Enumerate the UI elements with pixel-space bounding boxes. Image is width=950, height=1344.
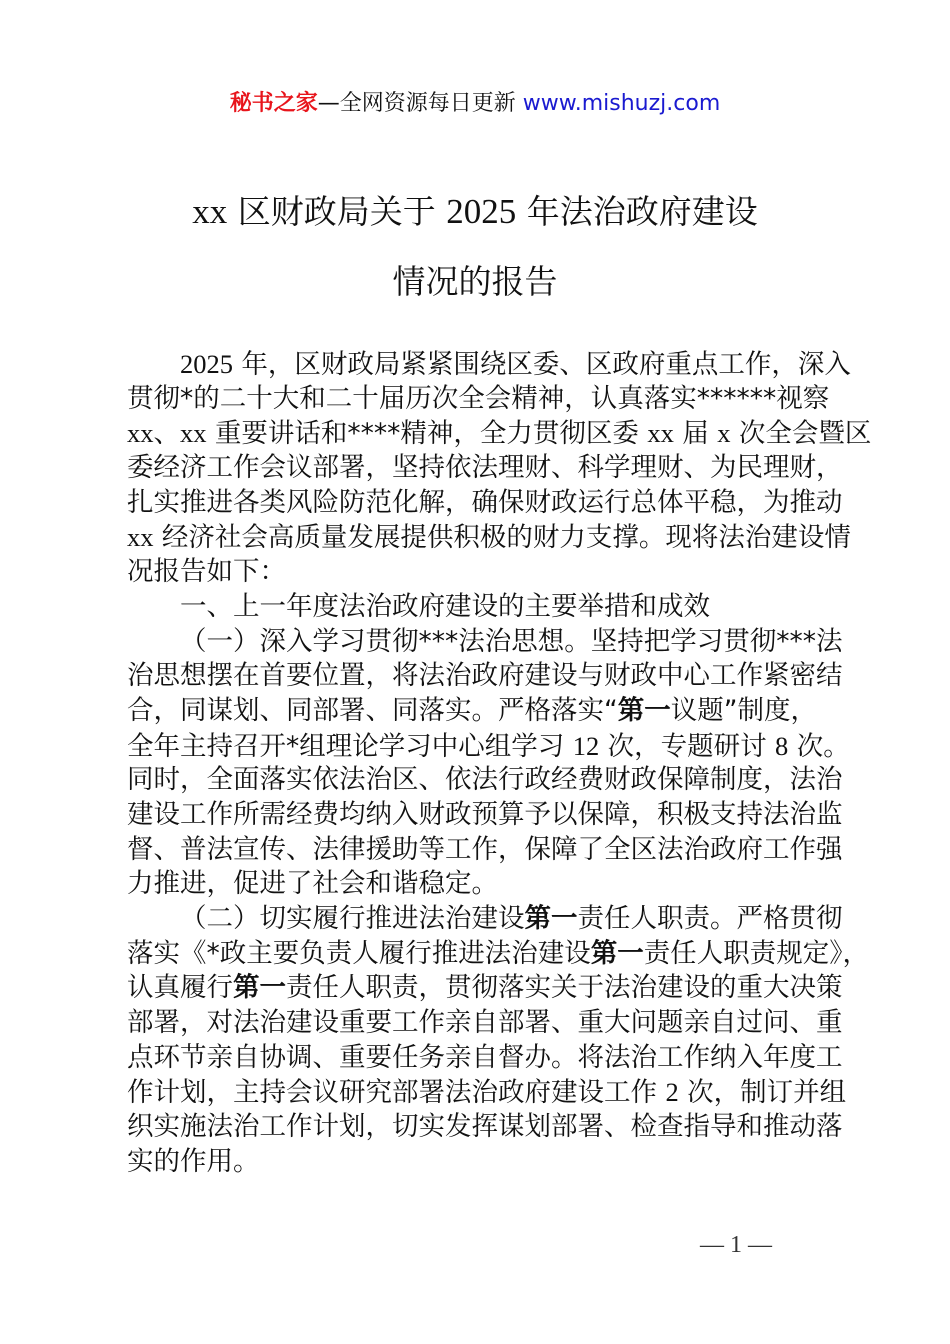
section-heading: 一、上一年度法治政府建设的主要举措和成效 — [180, 590, 710, 622]
text-line: xx、xx 重要讲话和****精神，全力贯彻区委 xx 届 x 次全会暨区 — [127, 418, 872, 450]
text-line: 合，同谋划、同部署、同落实。严格落实“第一议题”制度， — [127, 694, 817, 726]
text-line: 织实施法治工作计划，切实发挥谋划部署、检查指导和推动落 — [127, 1111, 843, 1143]
subsection-heading-line: （二）切实履行推进法治建设第一责任人职责。严格贯彻 — [180, 903, 843, 934]
document-title-line-2: 情况的报告 — [392, 262, 558, 301]
text-line: 同时，全面落实依法治区、依法行政经费财政保障制度，法治 — [127, 764, 843, 796]
text-line: 认真履行第一责任人职责，贯彻落实关于法治建设的重大决策 — [127, 972, 843, 1004]
document-body — [127, 347, 872, 1180]
text-line: 力推进，促进了社会和谐稳定。 — [127, 868, 498, 900]
text-line: 2025 年，区财政局紧紧围绕区委、区政府重点工作，深入 — [180, 349, 851, 380]
bold-emphasis: 第一 — [590, 937, 644, 969]
subsection-heading-line: （一）深入学习贯彻***法治思想。坚持把学习贯彻***法 — [180, 625, 843, 657]
banner-slogan: —全网资源每日更新 — [317, 91, 523, 116]
text-line: 落实《*政主要负责人履行推进法治建设第一责任人职责规定》， — [127, 937, 869, 969]
brand-name: 秘书之家 — [229, 91, 318, 116]
text-line: 作计划，主持会议研究部署法治政府建设工作 2 次，制订并组 — [127, 1077, 847, 1109]
bold-emphasis: 第一 — [617, 694, 671, 726]
intro-paragraph — [127, 347, 872, 590]
document-title-line-1: xx 区财政局关于 2025 年法治政府建设 — [192, 192, 758, 231]
text-line: 治思想摆在首要位置，将法治政府建设与财政中心工作紧密结 — [127, 660, 843, 692]
subsection-2 — [127, 902, 869, 1180]
text-line: 贯彻*的二十大和二十届历次全会精神，认真落实******视察 — [127, 382, 830, 414]
text-line: 委经济工作会议部署，坚持依法理财、科学理财、为民理财， — [127, 452, 843, 484]
site-banner — [0, 86, 950, 122]
text-line: 部署，对法治建设重要工作亲自部署、重大问题亲自过问、重 — [127, 1007, 843, 1039]
page-number: — 1 — — [700, 1232, 772, 1258]
bold-emphasis: 第一 — [524, 903, 578, 934]
text-line: 建设工作所需经费均纳入财政预算予以保障，积极支持法治监 — [127, 798, 843, 830]
bold-emphasis: 第一 — [233, 972, 286, 1004]
text-line: 点环节亲自协调、重要任务亲自督办。将法治工作纳入年度工 — [127, 1041, 843, 1073]
text-line: 扎实推进各类风险防范化解，确保财政运行总体平稳，为推动 — [127, 486, 843, 518]
website-link[interactable]: www.mishuzj.com — [522, 91, 721, 116]
text-line: 况报告如下： — [127, 556, 286, 588]
subsection-1 — [127, 625, 850, 903]
text-line: 督、普法宣传、法律援助等工作，保障了全区法治政府工作强 — [127, 833, 843, 865]
text-line: 全年主持召开*组理论学习中心组学习 12 次，专题研讨 8 次。 — [127, 730, 850, 762]
text-line: 实的作用。 — [127, 1145, 260, 1177]
text-line: xx 经济社会高质量发展提供积极的财力支撑。现将法治建设情 — [127, 522, 851, 554]
